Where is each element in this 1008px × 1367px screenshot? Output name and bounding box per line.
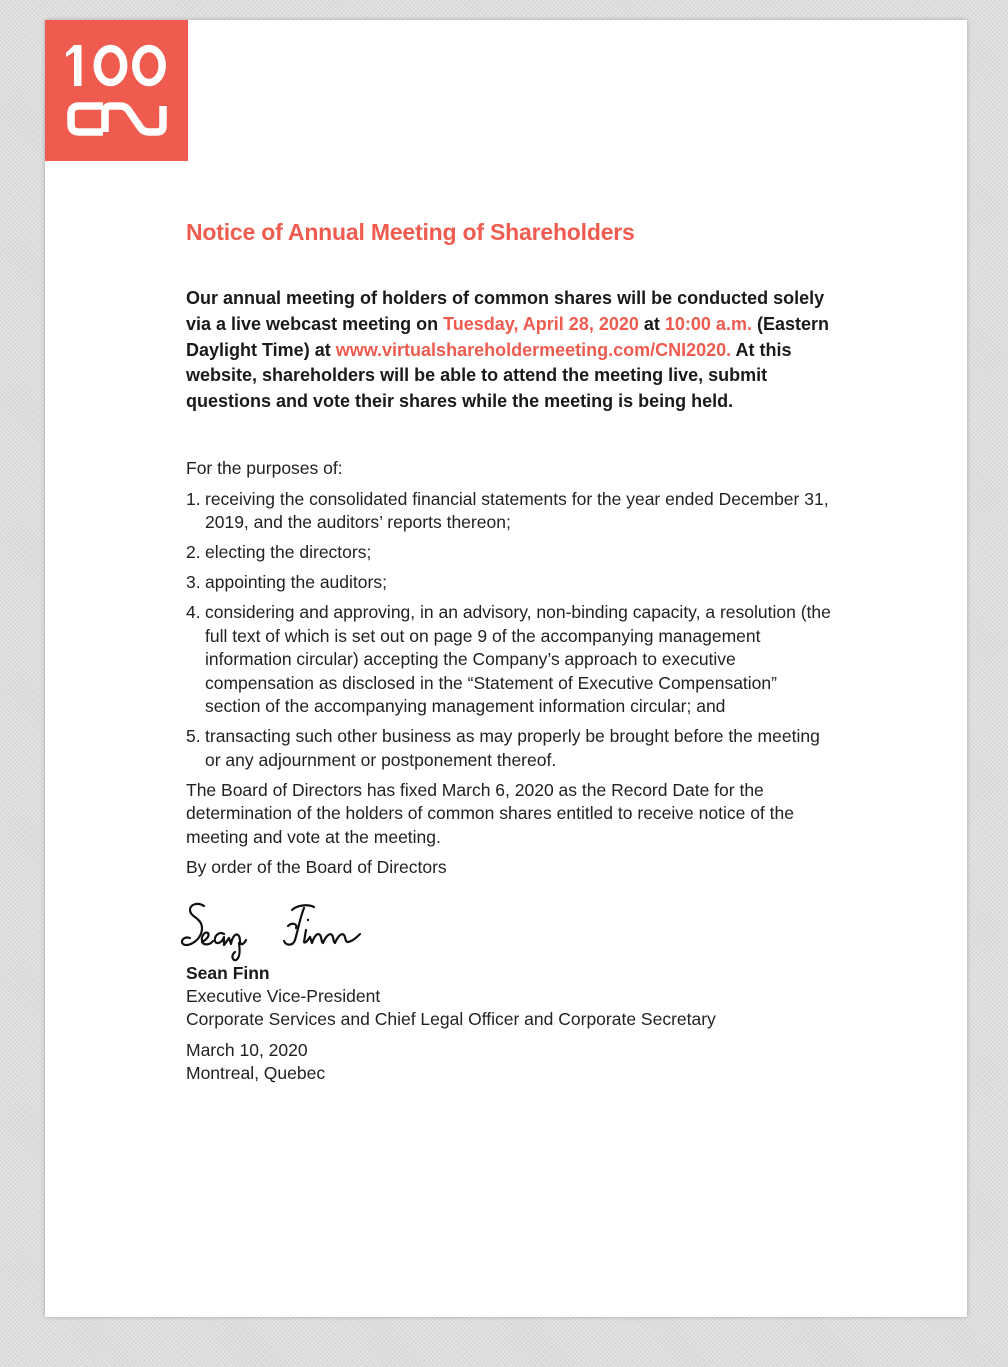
notice-content (186, 217, 836, 1086)
notice-title: Notice of Annual Meeting of Shareholders (186, 219, 635, 245)
document-page (45, 20, 967, 1317)
intro-text-4: At this website, shareholders will be able to attend the meeting live, submit questions and vote their shares while the meeting is being held. (186, 339, 792, 412)
notice-date: March 10, 2020 (186, 1039, 308, 1060)
meeting-time: 10:00 a.m. (664, 313, 752, 334)
purpose-item (186, 488, 836, 535)
purposes-intro: For the purposes of: (186, 457, 343, 478)
meeting-intro-paragraph (186, 286, 836, 415)
purpose-number: 5. (186, 726, 201, 747)
purpose-list (186, 488, 836, 773)
signer-role: Corporate Services and Chief Legal Officer and Corporate Secretary (186, 1009, 716, 1030)
record-date-paragraph: The Board of Directors has fixed March 6, 2020 as the Record Date for the determination of the holders of common shares entitled to receive notice of the meeting and vote at the meeting. (186, 779, 794, 847)
notice-place: Montreal, Quebec (186, 1063, 326, 1084)
purpose-number: 1. (186, 488, 201, 509)
signer-name: Sean Finn (186, 962, 270, 983)
signer-title: Executive Vice-President (186, 985, 381, 1006)
intro-text-2: at (638, 313, 665, 334)
purpose-number: 2. (186, 542, 201, 563)
meeting-date: Tuesday, April 28, 2020 (443, 313, 639, 334)
cn-100-logo-mark (45, 20, 188, 161)
purpose-item (186, 541, 836, 565)
cn-100-logo (45, 20, 188, 161)
intro-text-3: (Eastern Daylight Time) at (186, 313, 829, 360)
purpose-number: 4. (186, 602, 201, 623)
purpose-item (186, 725, 836, 772)
by-order-line: By order of the Board of Directors (186, 857, 447, 878)
purpose-number: 3. (186, 572, 201, 593)
purpose-text: transacting such other business as may properly be brought before the meeting or any adjournment or postponement thereof. (205, 726, 820, 770)
purpose-item (186, 601, 836, 719)
purpose-text: receiving the consolidated financial statements for the year ended December 31, 2019, and the auditors’ reports thereon; (205, 488, 829, 533)
intro-text-1: Our annual meeting of holders of common shares will be conducted solely via a live webcast meeting on (186, 288, 825, 334)
webcast-url: www.virtualshareholdermeeting.com/CNI2020. (335, 339, 732, 360)
purpose-text: electing the directors; (205, 542, 372, 563)
purpose-text: considering and approving, in an advisory, non-binding capacity, a resolution (the full text of which is set out on page 9 of the accompanying management information circular) accepting the Company’s approach to executive compensation as disclosed in the “Statement of Executive Compensation” section of the accompanying management information circular; and (205, 602, 831, 717)
purpose-item (186, 571, 836, 595)
purpose-text: appointing the auditors; (205, 572, 387, 593)
handwritten-signature (180, 900, 395, 962)
